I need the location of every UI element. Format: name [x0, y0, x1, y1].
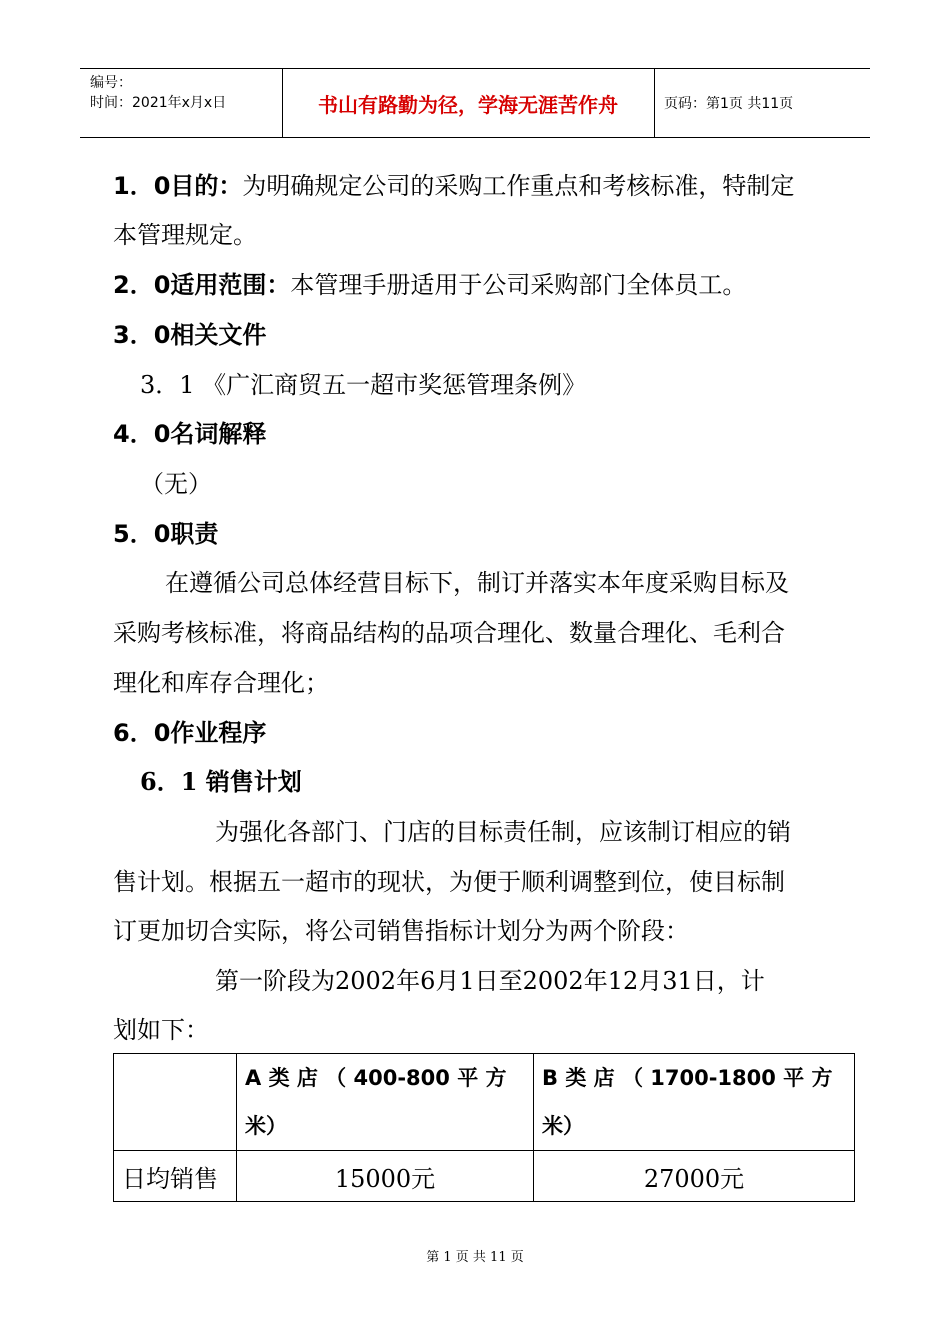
document-header — [80, 68, 870, 138]
table-header-row — [114, 1054, 855, 1151]
table-header-a — [237, 1054, 534, 1151]
header-a-line-1: A 类 店 （ 400-800 平 方 — [245, 1066, 507, 1090]
section-6-1-para-4: 第一阶段为2002年6月1日至2002年12月31日，计 — [215, 967, 765, 995]
section-2-line — [113, 270, 746, 300]
section-6-1-para-5: 划如下： — [113, 1016, 209, 1044]
number-label: 编号： — [90, 75, 132, 91]
section-5-para-1: 在遵循公司总体经营目标下，制订并落实本年度采购目标及 — [165, 569, 789, 597]
section-2-heading: 2．0适用范围： — [113, 271, 291, 299]
header-meta — [90, 73, 226, 113]
section-6-1-para-2: 售计划。根据五一超市的现状，为便于顺利调整到位，使目标制 — [113, 868, 785, 896]
section-3-heading: 3．0相关文件 — [113, 321, 267, 349]
section-6-1-para-1: 为强化各部门、门店的目标责任制，应该制订相应的销 — [215, 818, 791, 846]
section-6-heading: 6．0作业程序 — [113, 719, 267, 747]
page-footer: 第 1 页 共 11 页 — [426, 1250, 524, 1265]
header-b-line-2: 米） — [542, 1114, 584, 1138]
section-6-1-para-3: 订更加切合实际，将公司销售指标计划分为两个阶段： — [113, 917, 689, 945]
section-1-text: 为明确规定公司的采购工作重点和考核标准，特制定 — [242, 172, 795, 200]
value-a: 15000元 — [237, 1151, 534, 1202]
section-2-text: 本管理手册适用于公司采购部门全体员工。 — [290, 271, 747, 299]
date-line: 时间：2021年x月x日 — [90, 95, 227, 111]
header-a-line-2: 米） — [245, 1114, 287, 1138]
section-1-heading: 1．0目的： — [113, 172, 243, 200]
header-page-info: 页码：第1页 共11页 — [664, 96, 794, 112]
section-5-heading: 5．0职责 — [113, 520, 219, 548]
section-1-text-cont: 本管理规定。 — [113, 221, 257, 249]
section-5-para-3: 理化和库存合理化； — [113, 669, 329, 697]
section-4-heading: 4．0名词解释 — [113, 420, 267, 448]
value-b: 27000元 — [534, 1151, 855, 1202]
header-divider — [654, 69, 655, 137]
section-3-item: 3．1 《广汇商贸五一超市奖惩管理条例》 — [140, 371, 587, 399]
section-4-text: （无） — [140, 470, 212, 498]
header-b-line-1: B 类 店 （ 1700-1800 平 方 — [542, 1066, 833, 1090]
section-5-para-2: 采购考核标准，将商品结构的品项合理化、数量合理化、毛利合 — [113, 619, 785, 647]
sales-plan-table — [113, 1053, 855, 1202]
section-1-line — [113, 171, 794, 201]
table-header-b — [534, 1054, 855, 1151]
row-label: 日均销售 — [114, 1151, 237, 1202]
section-6-1-heading: 6．1 销售计划 — [140, 767, 302, 796]
table-row — [114, 1151, 855, 1202]
header-motto: 书山有路勤为径，学海无涯苦作舟 — [318, 92, 618, 117]
table-corner-cell — [114, 1054, 237, 1151]
